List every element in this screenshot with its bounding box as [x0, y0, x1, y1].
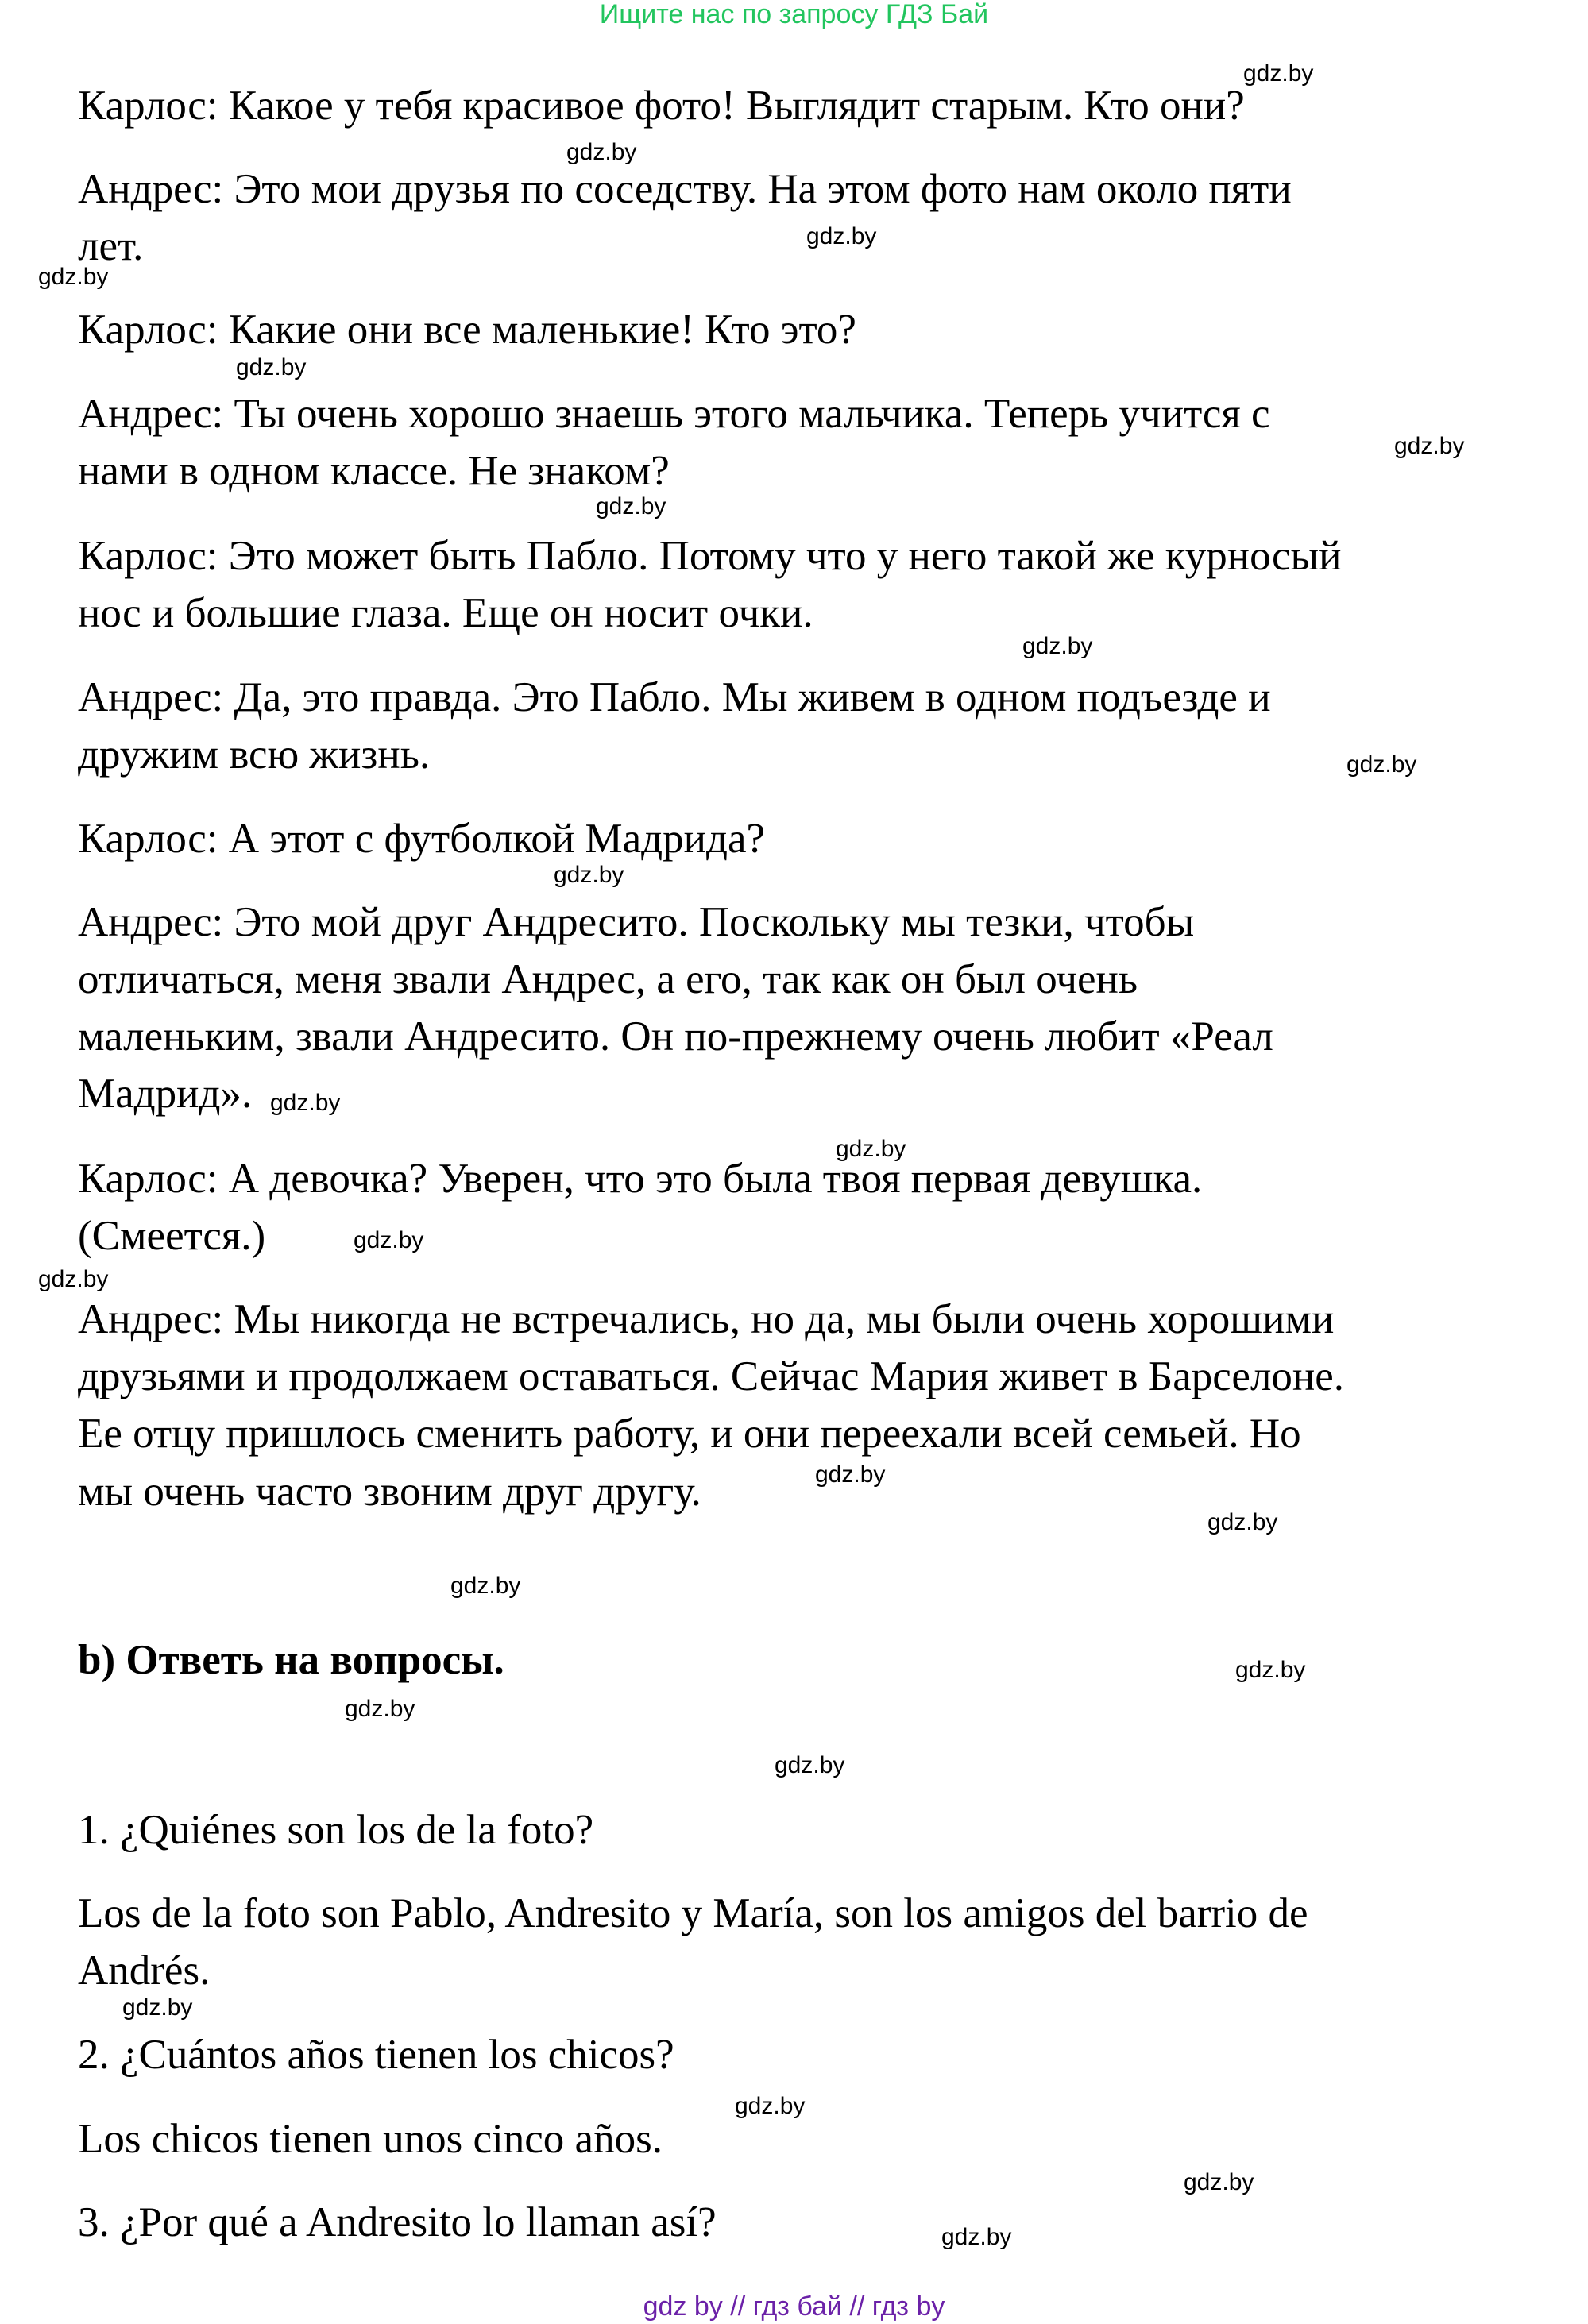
dialogue-line: дружим всю жизнь.	[78, 732, 431, 778]
dialogue-line: друзьями и продолжаем оставаться. Сейчас Мария живет в Барселоне.	[78, 1353, 1345, 1399]
watermark: gdz.by	[354, 1227, 424, 1253]
watermark: gdz.by	[941, 2224, 1012, 2250]
watermark: gdz.by	[735, 2093, 806, 2119]
watermark: gdz.by	[554, 862, 624, 888]
watermark: gdz.by	[270, 1090, 341, 1116]
dialogue-line: отличаться, меня звали Андрес, а его, так как он был очень	[78, 956, 1138, 1002]
dialogue-line: Ее отцу пришлось сменить работу, и они переехали всей семьей. Но	[78, 1411, 1301, 1457]
question-line: 1. ¿Quiénes son los de la foto?	[78, 1807, 594, 1853]
dialogue-line: Андрес: Да, это правда. Это Пабло. Мы живем в одном подъезде и	[78, 674, 1271, 720]
dialogue-line: нами в одном классе. Не знаком?	[78, 448, 670, 494]
watermark: gdz.by	[38, 264, 109, 290]
dialogue-line: Мадрид».	[78, 1071, 253, 1117]
dialogue-line: Андрес: Это мой друг Андресито. Поскольку мы тезки, чтобы	[78, 899, 1195, 945]
dialogue-line: (Смеется.)	[78, 1213, 266, 1259]
watermark: gdz.by	[836, 1136, 906, 1162]
footer-links[interactable]: gdz by // гдз бай // гдз by	[643, 2291, 945, 2322]
watermark: gdz.by	[566, 139, 637, 165]
watermark: gdz.by	[1347, 751, 1417, 778]
watermark: gdz.by	[345, 1696, 415, 1722]
watermark: gdz.by	[38, 1266, 109, 1292]
watermark: gdz.by	[122, 1994, 193, 2021]
dialogue-line: Андрес: Ты очень хорошо знаешь этого мальчика. Теперь учится с	[78, 391, 1270, 437]
top-banner[interactable]: Ищите нас по запросу ГДЗ Бай	[599, 0, 989, 29]
answer-line: Los de la foto son Pablo, Andresito y María, son los amigos del barrio de	[78, 1890, 1308, 1936]
dialogue-line: Карлос: Какие они все маленькие! Кто это?	[78, 307, 856, 353]
watermark: gdz.by	[1235, 1657, 1306, 1683]
watermark: gdz.by	[775, 1752, 845, 1778]
question-line: 2. ¿Cuántos años tienen los chicos?	[78, 2032, 674, 2078]
watermark: gdz.by	[1022, 633, 1093, 659]
watermark: gdz.by	[1184, 2169, 1254, 2195]
watermark: gdz.by	[236, 354, 307, 380]
section-heading: b) Ответь на вопросы.	[78, 1637, 504, 1683]
dialogue-line: Андрес: Мы никогда не встречались, но да, мы были очень хорошими	[78, 1296, 1335, 1342]
watermark: gdz.by	[596, 493, 666, 519]
watermark: gdz.by	[450, 1573, 521, 1599]
dialogue-line: Карлос: Какое у тебя красивое фото! Выглядит старым. Кто они?	[78, 83, 1245, 129]
dialogue-line: маленьким, звали Андресито. Он по-прежнему очень любит «Реал	[78, 1013, 1273, 1060]
question-line: 3. ¿Por qué a Andresito lo llaman así?	[78, 2199, 717, 2245]
watermark: gdz.by	[806, 223, 877, 249]
dialogue-line: Карлос: А девочка? Уверен, что это была твоя первая девушка.	[78, 1156, 1203, 1202]
watermark: gdz.by	[815, 1461, 886, 1488]
watermark: gdz.by	[1207, 1509, 1278, 1535]
dialogue-line: лет.	[78, 223, 144, 269]
dialogue-line: мы очень часто звоним друг другу.	[78, 1469, 701, 1515]
dialogue-line: Карлос: А этот с футболкой Мадрида?	[78, 816, 766, 862]
answer-line: Andrés.	[78, 1948, 211, 1994]
watermark: gdz.by	[1243, 60, 1314, 87]
dialogue-line: нос и большие глаза. Еще он носит очки.	[78, 590, 813, 636]
watermark: gdz.by	[1394, 433, 1465, 459]
answer-line: Los chicos tienen unos cinco años.	[78, 2116, 663, 2162]
dialogue-line: Андрес: Это мои друзья по соседству. На этом фото нам около пяти	[78, 166, 1292, 212]
dialogue-line: Карлос: Это может быть Пабло. Потому что у него такой же курносый	[78, 533, 1342, 579]
